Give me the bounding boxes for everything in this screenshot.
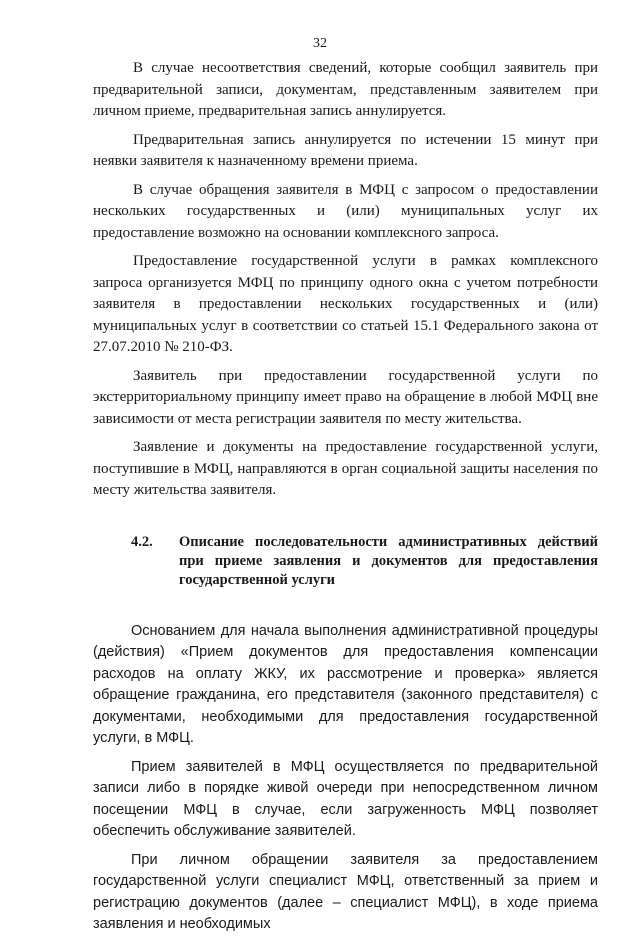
page-number: 32	[313, 36, 327, 51]
paragraph: При личном обращении заявителя за предоставлением государственной услуги специалист МФЦ, ответственный за прием и регистрацию документов (далее – специалист МФЦ), в ходе приема заявления и необходимых	[93, 851, 598, 932]
paragraph: Заявление и документы на предоставление государственной услуги, поступившие в МФЦ, направляются в орган социальной защиты населения по месту жительства заявителя.	[93, 439, 598, 498]
section-number: 4.2.	[131, 533, 153, 550]
paragraph: Предоставление государственной услуги в рамках комплексного запроса организуется МФЦ по принципу одного окна с учетом потребности заявителя в предоставлении нескольких государственных и (или) муниципальных услуг в соответствии со статьей 15.1 Федерального закона от 27.07.2010 № 210-ФЗ.	[93, 253, 598, 355]
section-title: Описание последовательности административных действий при приеме заявления и документов для предоставления государственной услуги	[179, 533, 598, 588]
paragraph: Предварительная запись аннулируется по истечении 15 минут при неявки заявителя к назначенному времени приема.	[93, 131, 598, 169]
paragraph: Прием заявителей в МФЦ осуществляется по предварительной записи либо в порядке живой очереди при непосредственном личном посещении МФЦ в случае, если загруженность МФЦ позволяет обеспечить обслуживание заявителей.	[93, 758, 598, 839]
paragraph: В случае обращения заявителя в МФЦ с запросом о предоставлении нескольких государственных и (или) муниципальных услуг их предоставление возможно на основании комплексного запроса.	[93, 181, 598, 241]
page-content	[93, 58, 598, 936]
section-body	[93, 621, 598, 936]
paragraph: В случае несоответствия сведений, которые сообщил заявитель при предварительной записи, документам, представленным заявителем при личном приеме, предварительная запись аннулируется.	[93, 60, 598, 119]
paragraph: Заявитель при предоставлении государственной услуги по экстерриториальному принципу имеет право на обращение в любой МФЦ вне зависимости от места регистрации заявителя по месту жительства.	[93, 367, 598, 427]
section-heading	[93, 533, 598, 590]
paragraph: Основанием для начала выполнения административной процедуры (действия) «Прием документов для предоставления компенсации расходов на оплату ЖКУ, их рассмотрение и проверка» является обращение гражданина, его представителя (законного представителя) с документами, необходимыми для предоставления государственной услуги, в МФЦ.	[93, 622, 598, 746]
